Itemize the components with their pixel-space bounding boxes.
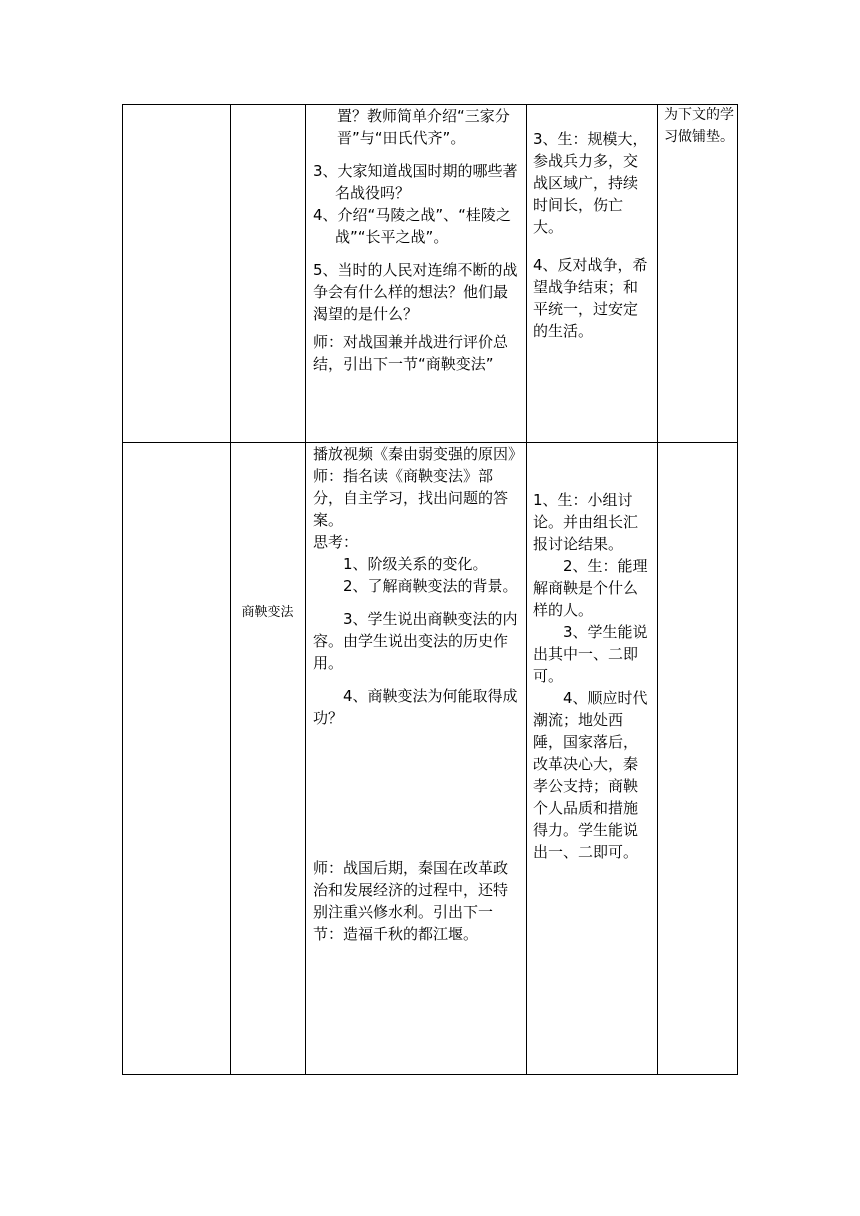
table-border-left bbox=[122, 104, 123, 1075]
teacher-summary: 师：战国后期，秦国在改革政治和发展经济的过程中，还特别注重兴修水利。引出下一节：造福千秋的都江堰。 bbox=[313, 859, 509, 943]
row2-student-cell bbox=[533, 489, 652, 863]
student-answer: 4、顺应时代潮流；地处西陲，国家落后，改革决心大，秦孝公支持；商鞅个人品质和措施得力。学生能说出一、二即可。 bbox=[533, 689, 648, 861]
student-answer: 4、反对战争，希望战争结束；和平统一，过安定的生活。 bbox=[533, 256, 648, 340]
table-border-right bbox=[737, 104, 738, 1075]
think-item: 4、商鞅变法为何能取得成功？ bbox=[313, 687, 518, 727]
row1-student-cell bbox=[533, 128, 652, 342]
teacher-question: 4、介绍“马陵之战”、“桂陵之战”“长平之战”。 bbox=[313, 206, 511, 246]
teacher-question: 5、当时的人民对连绵不断的战争会有什么样的想法？他们最渴望的是什么？ bbox=[313, 261, 518, 323]
think-item: 3、学生说出商鞅变法的内容。由学生说出变法的历史作用。 bbox=[313, 610, 518, 672]
teacher-text: 置？教师简单介绍“三家分晋”与“田氏代齐”。 bbox=[337, 107, 510, 147]
teacher-summary: 师：对战国兼并战进行评价总结，引出下一节“商鞅变法” bbox=[313, 333, 509, 373]
think-item: 1、阶级关系的变化。 bbox=[343, 555, 488, 573]
design-note: 为下文的学习做铺垫。 bbox=[664, 107, 734, 145]
table-column-divider bbox=[305, 104, 306, 1075]
student-answer: 3、生：规模大，参战兵力多，交战区域广，持续时间长，伤亡大。 bbox=[533, 130, 648, 236]
section-label: 商鞅变法 bbox=[241, 605, 294, 620]
row1-teacher-cell bbox=[313, 105, 521, 375]
table-column-divider bbox=[526, 104, 527, 1075]
row2-teacher-cell bbox=[313, 443, 524, 945]
teacher-text: 思考： bbox=[313, 533, 359, 551]
student-answer: 2、生：能理解商鞅是个什么样的人。 bbox=[533, 557, 648, 619]
teacher-text: 师：指名读《商鞅变法》部分，自主学习，找出问题的答案。 bbox=[313, 467, 509, 529]
table-column-divider bbox=[657, 104, 658, 1075]
row1-note-cell bbox=[664, 104, 734, 148]
teacher-text: 播放视频《秦由弱变强的原因》 bbox=[313, 445, 524, 463]
student-answer: 1、生：小组讨论。并由组长汇报讨论结果。 bbox=[533, 491, 639, 553]
teacher-question: 3、大家知道战国时期的哪些著名战役吗？ bbox=[313, 162, 518, 202]
think-item: 2、了解商鞅变法的背景。 bbox=[343, 577, 518, 595]
table-border-bottom bbox=[122, 1074, 738, 1075]
table-column-divider bbox=[230, 104, 231, 1075]
student-answer: 3、学生能说出其中一、二即可。 bbox=[533, 623, 648, 685]
